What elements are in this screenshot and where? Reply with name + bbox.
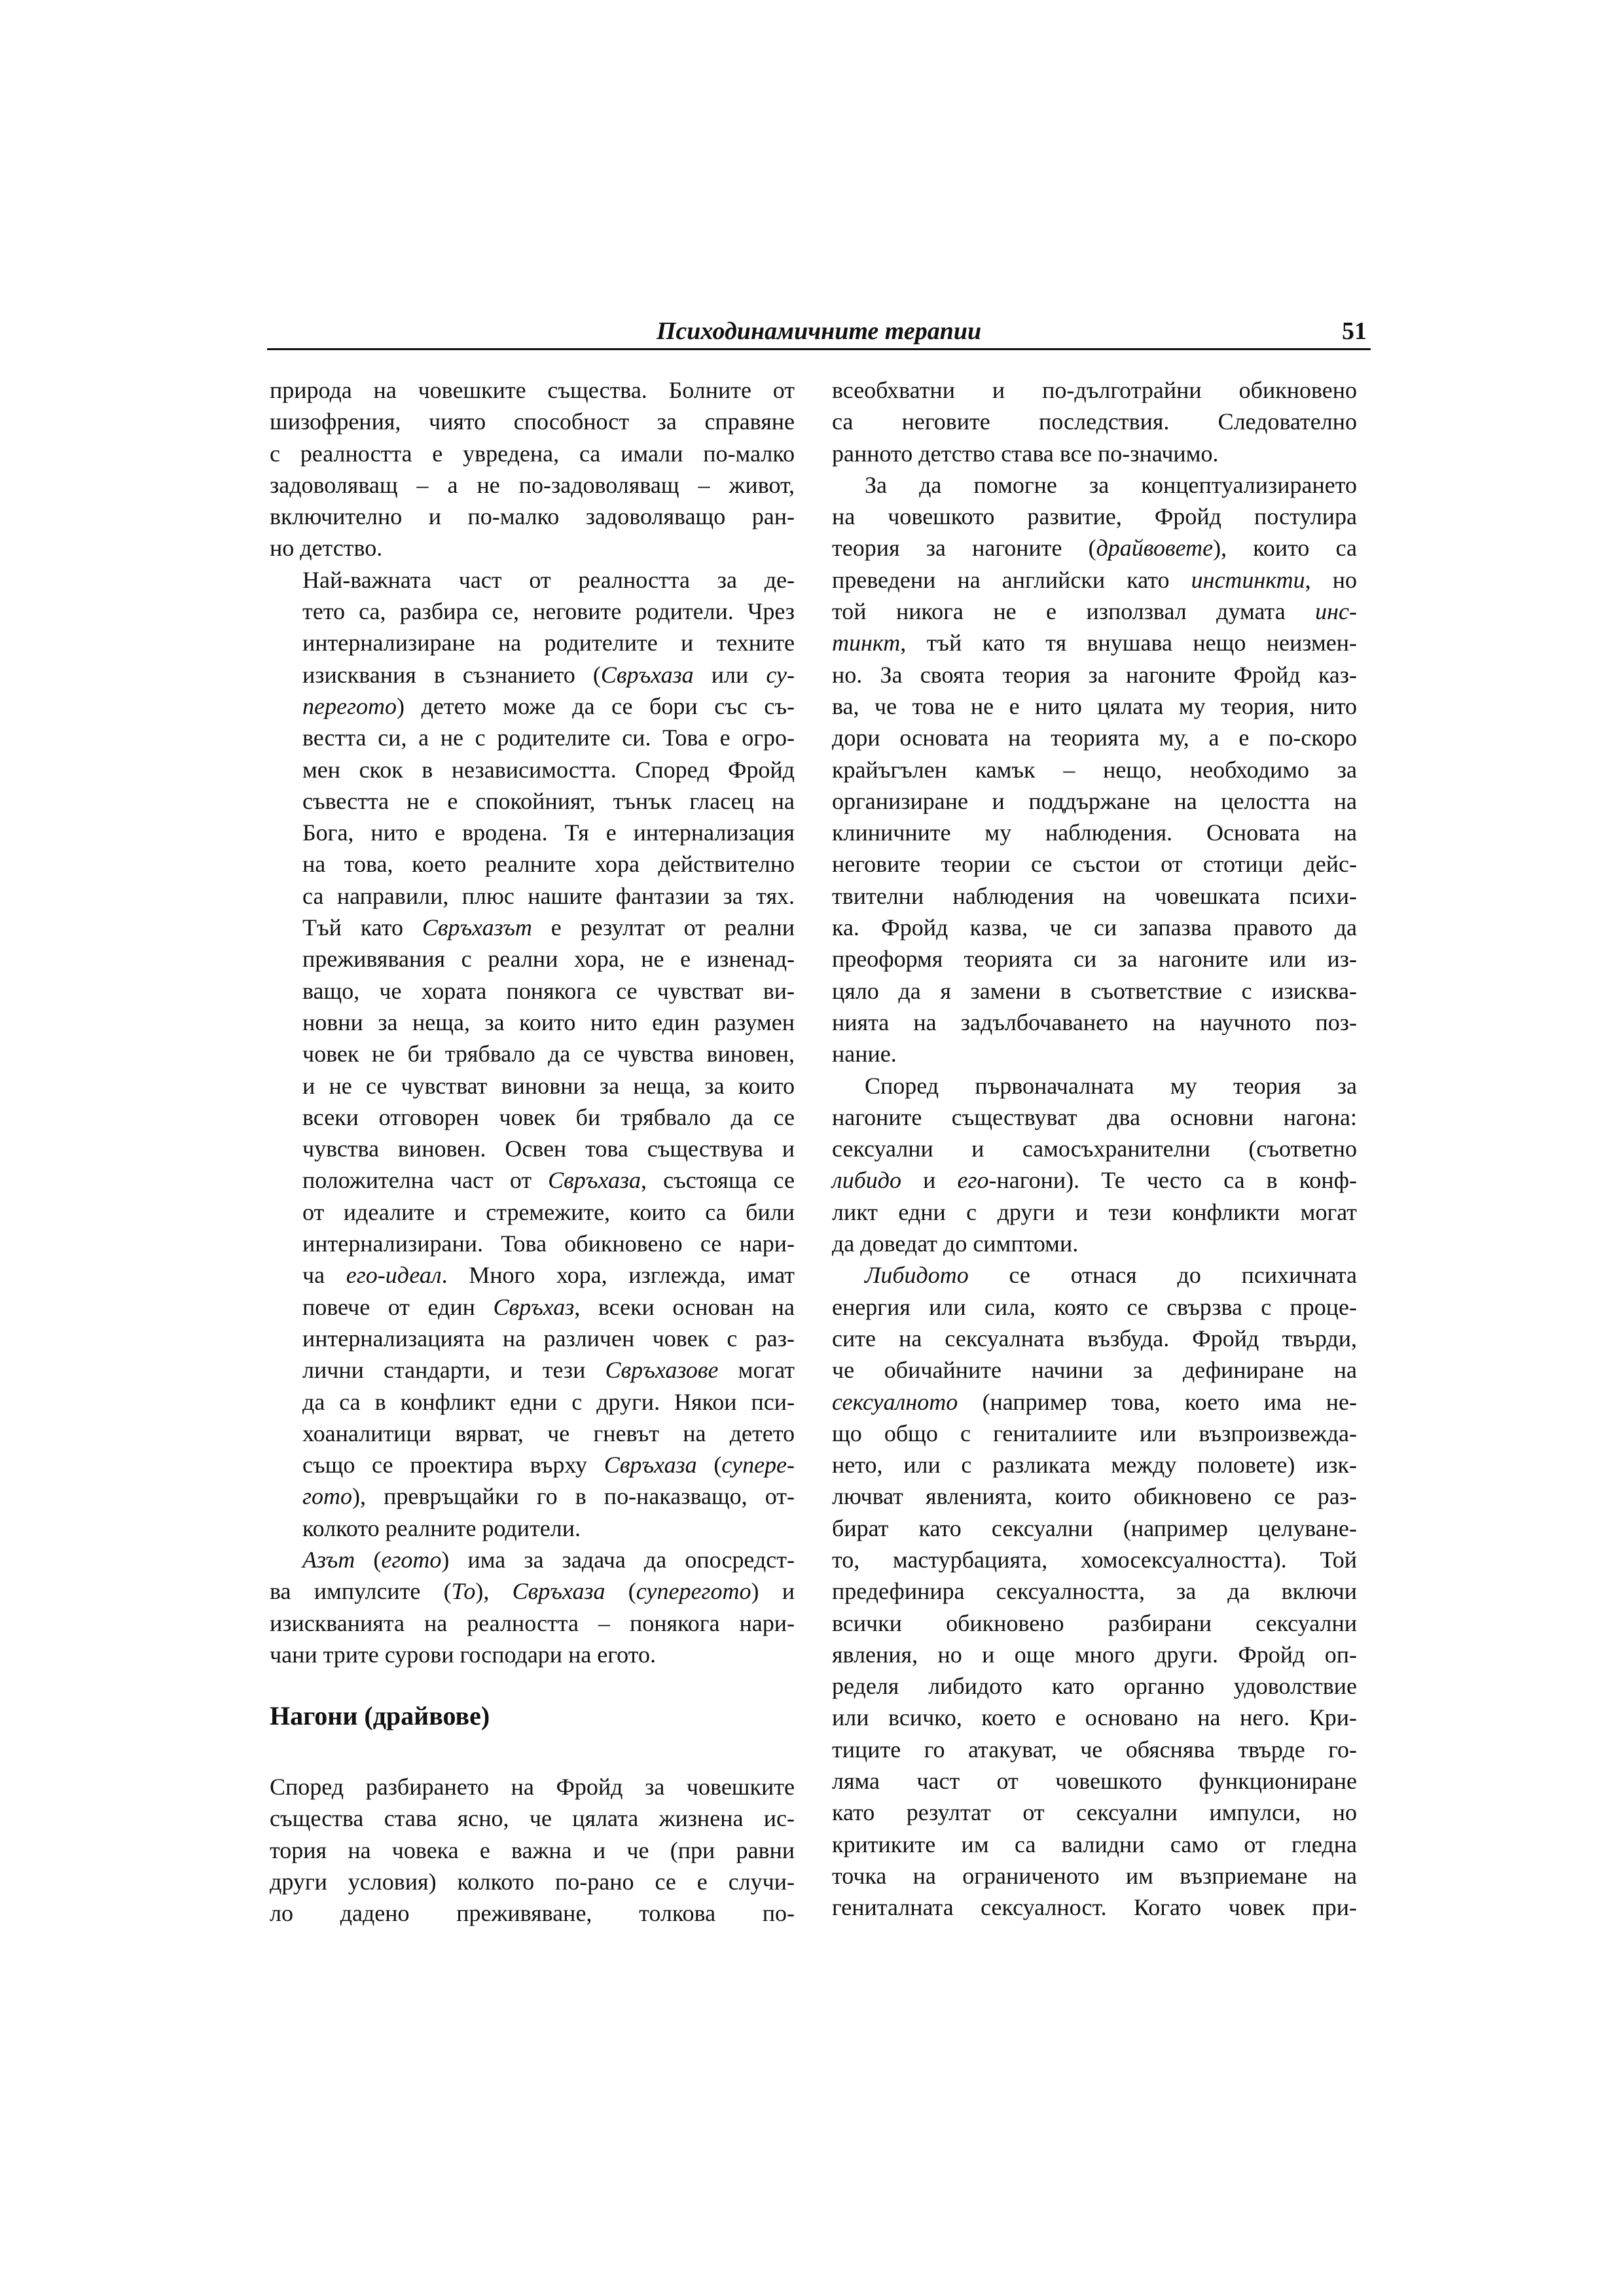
text-line: сите на сексуалната възбуда. Фройд твърди, [832,1325,1357,1352]
text-line: също се проектира върху Свръхаза (супере- [302,1452,795,1479]
text-line: Азът (егото) има за задача да опосредст- [302,1546,795,1573]
text-line: ло дадено преживяване, толкова по- [270,1900,795,1927]
text-line: от идеалите и стремежите, които са били [302,1198,795,1225]
left-column [270,374,795,1929]
text-line: сексуалното (например това, което има не- [832,1388,1357,1415]
text-line: на това, което реалните хора действително [302,851,795,878]
text-line: повече от един Свръхаз, всеки основан на [302,1293,795,1320]
text-line: колкото реалните родители. [302,1515,581,1541]
text-line: бират като сексуални (например целуване- [832,1515,1357,1541]
text-line: включително и по-малко задоволяващо ран- [270,503,795,530]
text-line: същества става ясно, че цялата жизнена ис- [270,1805,795,1832]
text-line: ка. Фройд казва, че си запазва правото да [832,914,1357,941]
text-line: дори основата на теорията му, а е по-скоро [832,725,1357,751]
text-line: тория на човека е важна и че (при равни [270,1837,795,1863]
right-column [832,374,1357,1924]
text-line: други условия) колкото по-рано се е случи- [270,1869,795,1895]
text-line: хоаналитици вярват, че гневът на детето [302,1420,795,1446]
text-line: преведени на английски като инстинкти, но [832,566,1357,593]
text-line: са направили, плюс нашите фантазии за тях. [302,882,795,909]
text-line: нията на задълбочаването на научното поз- [832,1009,1357,1035]
text-line: или всичко, което е основано на него. Кри- [832,1704,1357,1731]
text-line: ча его-идеал. Много хора, изглежда, имат [302,1262,795,1289]
text-line: вестта си, а не с родителите си. Това е огро- [302,725,795,751]
page-number: 51 [1342,317,1367,345]
text-line: изисквания в съзнанието (Свръхаза или су- [302,661,795,688]
text-line: съвестта не е спокойният, тънък гласец на [302,787,795,814]
text-line: но детство. [270,535,383,562]
text-line: За да помогне за концептуализирането [865,471,1357,498]
text-line: ределя либидото като органно удоволствие [832,1673,1357,1700]
text-line: на човешкото развитие, Фройд постулира [832,503,1357,530]
text-line: теория за нагоните (драйвовете), които са [832,535,1357,562]
text-line: тинкт, тъй като тя внушава нещо неизмен- [832,630,1357,656]
text-line: тиците го атакуват, че обяснява твърде го- [832,1736,1357,1763]
text-line: ляма част от човешкото функциониране [832,1768,1357,1795]
text-line: гениталната сексуалност. Когато човек при- [832,1894,1357,1921]
text-line: и не се чувстват виновни за неща, за които [302,1072,795,1099]
text-line: крайъгълен камък – нещо, необходимо за [832,756,1357,783]
text-line: всеобхватни и по-дълготрайни обикновено [832,377,1357,403]
text-line: явления, но и още много други. Фройд оп- [832,1641,1357,1668]
text-line: положителна част от Свръхаза, състояща се [302,1167,795,1194]
text-line: интернализирани. Това обикновено се нари- [302,1230,795,1257]
text-line: интернализиране на родителите и техните [302,630,795,656]
text-line: задоволяващ – а не по-задоволяващ – живот, [270,471,795,498]
text-line: че обичайните начини за дефиниране на [832,1357,1357,1384]
text-line: Бога, нито е вродена. Тя е интернализация [302,819,795,846]
text-line: ва импулсите (То), Свръхаза (суперегото) и [270,1578,795,1605]
text-line: преживявания с реални хора, не е изненад- [302,946,795,973]
text-line: Според първоначалната му теория за [865,1072,1357,1099]
page-header [267,315,1371,350]
text-line: интернализацията на различен човек с раз- [302,1325,795,1352]
text-line: той никога не е използвал думата инс- [832,598,1357,625]
paragraph [832,1070,1357,1260]
running-title: Психодинамичните терапии [656,317,982,345]
text-line: да доведат до симптоми. [832,1230,1079,1257]
text-line: всички обикновено разбирани сексуални [832,1609,1357,1636]
text-line: Тъй като Свръхазът е резултат от реални [302,914,795,941]
text-line: шизофрения, чиято способност за справяне [270,408,795,435]
paragraph [270,1544,795,1670]
text-line: ващо, че хората понякога се чувстват ви- [302,977,795,1004]
text-line: организиране и поддържане на целостта на [832,787,1357,814]
paragraph [832,1259,1357,1923]
text-line: лючват явленията, които обикновено се раз- [832,1483,1357,1510]
paragraph [270,564,795,1544]
section-heading: Нагони (драйвове) [270,1701,490,1731]
text-line: ликт едни с други и тези конфликти могат [832,1198,1357,1225]
paragraph [270,1771,795,1929]
text-line: ва, че това не е нито цялата му теория, нито [832,692,1357,719]
paragraph [832,469,1357,1070]
text-line: новни за неща, за които нито един разумен [302,1009,795,1035]
text-line: Според разбирането на Фройд за човешките [270,1774,795,1801]
text-line: лични стандарти, и тези Свръхазове могат [302,1357,795,1384]
text-line: критиките им са валидни само от гледна [832,1831,1357,1857]
text-line: то, мастурбацията, хомосексуалността). Той [832,1546,1357,1573]
text-line: що общо с гениталиите или възпроизвежда- [832,1420,1357,1446]
paragraph [270,374,795,564]
text-line: нето, или с разликата между половете) изк- [832,1452,1357,1479]
text-line: човек не би трябвало да се чувства виновен, [302,1041,795,1067]
text-line: предефинира сексуалността, за да включи [832,1578,1357,1605]
text-line: нагоните съществуват два основни нагона: [832,1103,1357,1130]
text-line: изискванията на реалността – понякога нари- [270,1609,795,1636]
text-line: гото), превръщайки го в по-наказващо, от- [302,1483,795,1510]
text-line: Най-важната част от реалността за де- [302,566,795,593]
text-line: нание. [832,1041,897,1067]
text-line: чани трите сурови господари на егото. [270,1641,656,1668]
text-line: с реалността е увредена, са имали по-малко [270,440,795,467]
text-line: преоформя теорията си за нагоните или из- [832,946,1357,973]
text-line: природа на човешките същества. Болните от [270,377,795,403]
text-line: но. За своята теория за нагоните Фройд каз- [832,661,1357,688]
text-line: мен скок в независимостта. Според Фройд [302,756,795,783]
text-line: либидо и его-нагони). Те често са в конф- [832,1167,1358,1194]
text-line: енергия или сила, която се свързва с проце- [832,1293,1357,1320]
text-line: като резултат от сексуални импулси, но [832,1799,1357,1826]
text-line: клиничните му наблюдения. Основата на [832,819,1357,846]
text-line: чувства виновен. Освен това съществува и [302,1136,795,1162]
text-line: са неговите последствия. Следователно [832,408,1357,435]
text-line: неговите теории се състои от стотици дейс- [832,851,1357,878]
text-line: да са в конфликт едни с други. Някои пси- [302,1388,795,1415]
text-line: точка на ограниченото им възприемане на [832,1862,1357,1889]
text-line: цяло да я замени в съответствие с изисква- [832,977,1357,1004]
text-line: тето са, разбира се, неговите родители. Чрез [302,598,795,625]
text-line: сексуални и самосъхранителни (съответно [832,1136,1357,1162]
text-line: всеки отговорен човек би трябвало да се [302,1103,795,1130]
text-line: перегото) детето може да се бори със съ- [302,692,795,719]
text-line: твителни наблюдения на човешката психи- [832,882,1357,909]
text-line: Либидото се отнася до психичната [865,1262,1357,1289]
paragraph [832,374,1357,469]
text-line: ранното детство става все по-значимо. [832,440,1219,467]
